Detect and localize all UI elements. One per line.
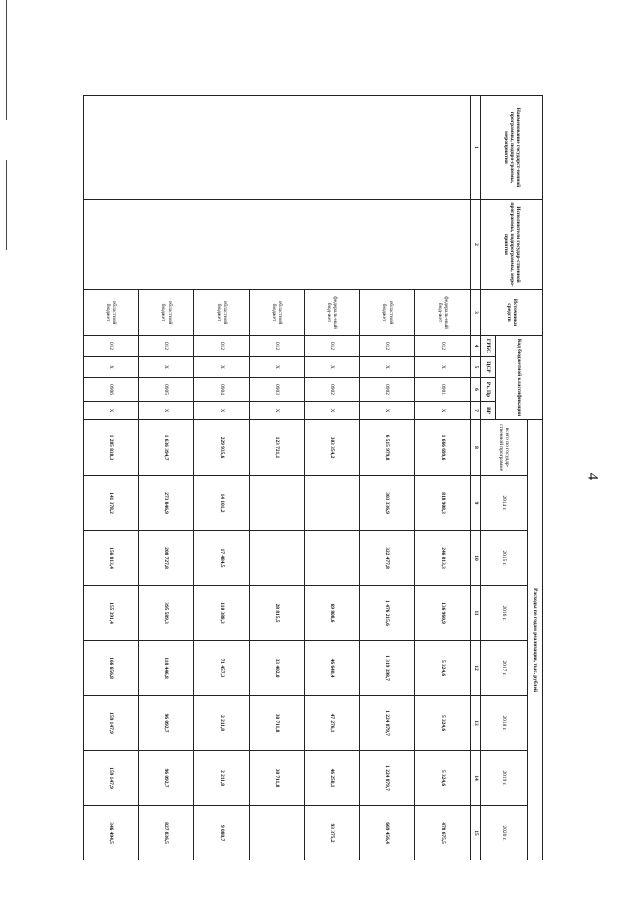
amount-cell: 5 324,6 <box>415 696 470 751</box>
column-number: 11 <box>470 586 481 641</box>
source-cell: областной бюджет <box>360 290 415 336</box>
amount-cell <box>249 806 304 860</box>
amount-cell: 303 354,2 <box>305 420 360 476</box>
table-row <box>415 96 470 861</box>
code-cell: Х <box>194 357 249 378</box>
header-expenses-group: Расходы по годам реализации, тыс. рублей <box>528 420 543 860</box>
program-name-cell <box>84 96 471 200</box>
amount-cell <box>249 476 304 531</box>
source-cell: федераль-ный бюд-жет <box>415 290 470 336</box>
code-cell: Х <box>360 402 415 420</box>
amount-cell: 322 477,8 <box>360 531 415 586</box>
code-cell: Х <box>249 357 304 378</box>
code-cell: Х <box>84 357 139 378</box>
column-number: 3 <box>470 290 481 336</box>
code-cell: 012 <box>360 336 415 357</box>
column-number: 14 <box>470 751 481 806</box>
source-cell: областной бюджет <box>194 290 249 336</box>
amount-cell: 5 324,6 <box>415 641 470 696</box>
column-number: 13 <box>470 696 481 751</box>
amount-cell: 2 211,8 <box>194 696 249 751</box>
amount-cell: 155 391,4 <box>84 586 139 641</box>
amount-cell: 123 721,1 <box>249 420 304 476</box>
code-cell: 0901 <box>415 378 470 402</box>
header-code-csr: ЦСР <box>481 357 496 378</box>
amount-cell <box>305 531 360 586</box>
header-executors: Исполнители государ-ственной программы, подпрограммы, меро-приятия <box>481 200 543 290</box>
amount-cell: 46 640,4 <box>305 641 360 696</box>
amount-cell: 118 446,8 <box>139 641 194 696</box>
code-cell: Х <box>139 357 194 378</box>
amount-cell: 1 319 398,7 <box>360 641 415 696</box>
amount-cell: 71 457,3 <box>194 641 249 696</box>
column-number: 9 <box>470 476 481 531</box>
expenses-table <box>83 95 543 860</box>
amount-cell: 1 285 838,3 <box>84 420 139 476</box>
source-cell: областной бюджет <box>84 290 139 336</box>
amount-cell: 159 147,9 <box>84 751 139 806</box>
amount-cell: 246 013,3 <box>415 531 470 586</box>
header-year: 2014 г. <box>481 476 528 531</box>
page-number: 4 <box>584 472 601 481</box>
amount-cell: 69 808,6 <box>305 586 360 641</box>
amount-cell: 141 378,2 <box>84 476 139 531</box>
column-number-row <box>470 96 481 861</box>
amount-cell: 46 258,1 <box>305 751 360 806</box>
code-cell: 0904 <box>194 378 249 402</box>
code-cell: Х <box>139 402 194 420</box>
amount-cell: 346 494,5 <box>84 806 139 860</box>
amount-cell: 827 836,5 <box>139 806 194 860</box>
amount-cell: 156 813,4 <box>84 531 139 586</box>
amount-cell: 1 636 394,7 <box>139 420 194 476</box>
code-cell: Х <box>249 402 304 420</box>
column-number: 5 <box>470 357 481 378</box>
amount-cell: 33 402,0 <box>249 641 304 696</box>
code-cell: 012 <box>415 336 470 357</box>
amount-cell: 478 675,5 <box>415 806 470 860</box>
column-number: 2 <box>470 200 481 290</box>
amount-cell: 818 908,3 <box>415 476 470 531</box>
code-cell: 0902 <box>305 378 360 402</box>
amount-cell: 1 224 879,7 <box>360 696 415 751</box>
code-cell: Х <box>415 402 470 420</box>
amount-cell: 2 211,8 <box>194 751 249 806</box>
column-number: 10 <box>470 531 481 586</box>
amount-cell: 93 375,2 <box>305 806 360 860</box>
amount-cell: 159 147,9 <box>84 696 139 751</box>
amount-cell: 14 101,2 <box>194 476 249 531</box>
code-cell: 0903 <box>249 378 304 402</box>
code-cell: 012 <box>305 336 360 357</box>
source-cell: областной бюджет <box>139 290 194 336</box>
header-year: 2020 г. <box>481 806 528 860</box>
executors-cell <box>84 200 471 290</box>
code-cell: 0906 <box>84 378 139 402</box>
header-codes-group: Код бюджетной классификации <box>496 336 543 420</box>
amount-cell: 1 476 215,6 <box>360 586 415 641</box>
column-number: 12 <box>470 641 481 696</box>
scan-mark <box>6 160 7 250</box>
source-cell: федераль-ный бюд-жет <box>305 290 360 336</box>
amount-cell: 395 589,3 <box>139 586 194 641</box>
code-cell: Х <box>415 357 470 378</box>
table-container <box>83 95 543 860</box>
amount-cell: 96 092,7 <box>139 696 194 751</box>
code-cell: Х <box>305 402 360 420</box>
amount-cell <box>305 476 360 531</box>
code-cell: 0905 <box>139 378 194 402</box>
header-code-rzpr: Рз, Пр <box>481 378 496 402</box>
header-total: всего по государ-ственной программе <box>481 420 528 476</box>
code-cell: Х <box>194 402 249 420</box>
code-cell: Х <box>360 357 415 378</box>
code-cell: Х <box>84 402 139 420</box>
amount-cell <box>249 531 304 586</box>
amount-cell: 30 711,8 <box>249 751 304 806</box>
source-cell: областной бюджет <box>249 290 304 336</box>
column-number: 8 <box>470 420 481 476</box>
code-cell: Х <box>305 357 360 378</box>
amount-cell: 229 935,6 <box>194 420 249 476</box>
amount-cell: 6 515 979,8 <box>360 420 415 476</box>
column-number: 7 <box>470 402 481 420</box>
column-number: 15 <box>470 806 481 860</box>
header-year: 2015 г. <box>481 531 528 586</box>
amount-cell: 136 960,9 <box>415 586 470 641</box>
header-year: 2017 г. <box>481 641 528 696</box>
amount-cell: 166 656,8 <box>84 641 139 696</box>
header-code-grbs: ГРБС <box>481 336 496 357</box>
rotated-table-frame <box>83 95 543 860</box>
amount-cell: 1 224 879,7 <box>360 751 415 806</box>
amount-cell: 303 336,9 <box>360 476 415 531</box>
code-cell: 0902 <box>360 378 415 402</box>
header-name: Наименование государст-венной программы, подпро-граммы, мероприятия <box>481 96 543 200</box>
amount-cell: 669 456,4 <box>360 806 415 860</box>
amount-cell: 9 080,7 <box>194 806 249 860</box>
amount-cell: 17 484,5 <box>194 531 249 586</box>
column-number: 6 <box>470 378 481 402</box>
header-code-vr: ВР <box>481 402 496 420</box>
amount-cell: 28 815,5 <box>249 586 304 641</box>
code-cell: 012 <box>249 336 304 357</box>
code-cell: 012 <box>139 336 194 357</box>
amount-cell: 47 276,1 <box>305 696 360 751</box>
scan-mark <box>6 0 7 120</box>
header-source: Источники средств <box>481 290 543 336</box>
amount-cell: 1 666 699,6 <box>415 420 470 476</box>
header-year: 2016 г. <box>481 586 528 641</box>
amount-cell: 273 846,9 <box>139 476 194 531</box>
code-cell: 012 <box>84 336 139 357</box>
column-number: 1 <box>470 96 481 200</box>
amount-cell: 96 092,7 <box>139 751 194 806</box>
amount-cell: 5 324,6 <box>415 751 470 806</box>
header-year: 2019 г. <box>481 751 528 806</box>
header-year: 2018 г. <box>481 696 528 751</box>
column-number: 4 <box>470 336 481 357</box>
amount-cell: 110 388,3 <box>194 586 249 641</box>
amount-cell: 30 711,8 <box>249 696 304 751</box>
amount-cell: 208 727,8 <box>139 531 194 586</box>
code-cell: 012 <box>194 336 249 357</box>
